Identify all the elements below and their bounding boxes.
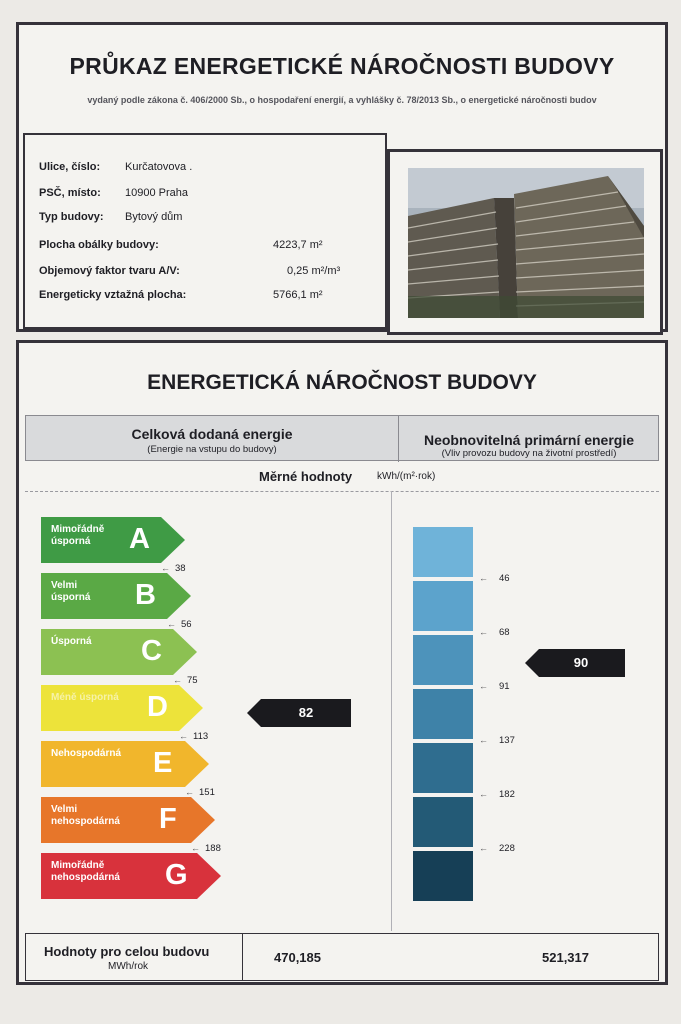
energy-class-label: Velmi nehospodárná xyxy=(51,804,120,827)
threshold-arrow-icon: ← xyxy=(185,787,194,797)
street-value: Kurčatovova . xyxy=(125,161,193,173)
scale-threshold: 228 xyxy=(499,843,515,854)
class-threshold: 75 xyxy=(187,675,198,686)
primary-scale-segment xyxy=(413,743,473,793)
energy-class-letter: D xyxy=(147,691,168,723)
primary-energy-title: Neobnovitelná primární energie xyxy=(423,432,635,448)
columns-header xyxy=(25,415,659,461)
shape-factor-value: 0,25 m²/m³ xyxy=(287,265,341,277)
building-info xyxy=(23,133,387,329)
scale-threshold: 68 xyxy=(499,627,510,638)
threshold-arrow-icon: ← xyxy=(179,731,188,741)
scale-arrow-icon: ← xyxy=(479,681,488,691)
building-type-value: Bytový dům xyxy=(125,211,183,223)
class-threshold: 151 xyxy=(199,787,215,798)
column-divider xyxy=(391,491,392,931)
certificate-title: PRŮKAZ ENERGETICKÉ NÁROČNOSTI BUDOVY xyxy=(69,53,615,79)
scale-arrow-icon: ← xyxy=(479,627,488,637)
scale-arrow-icon: ← xyxy=(479,789,488,799)
footer-divider xyxy=(242,934,243,980)
specific-values-label: Měrné hodnoty xyxy=(259,469,353,484)
certificate-header-card xyxy=(16,22,668,332)
energy-class-letter: G xyxy=(165,859,188,891)
energy-class-letter: E xyxy=(153,747,173,779)
delivered-energy-total: 470,185 xyxy=(274,950,321,965)
energy-section-title: ENERGETICKÁ NÁROČNOST BUDOVY xyxy=(147,371,537,394)
class-threshold: 188 xyxy=(205,843,221,854)
class-threshold: 38 xyxy=(175,563,186,574)
scale-threshold: 46 xyxy=(499,573,510,584)
primary-energy-value: 90 xyxy=(573,655,589,670)
threshold-arrow-icon: ← xyxy=(167,619,176,629)
energy-class-band xyxy=(41,853,221,899)
energy-class-band xyxy=(41,517,185,563)
energy-class-label: Mimořádně nehospodárná xyxy=(51,860,120,883)
primary-scale-segment xyxy=(413,851,473,901)
psc-label: PSČ, místo: xyxy=(39,187,101,199)
delivered-energy-value: 82 xyxy=(298,705,314,720)
energy-class-letter: B xyxy=(135,579,156,611)
scale-arrow-icon: ← xyxy=(479,735,488,745)
energy-label-card xyxy=(16,340,668,985)
energy-class-label: Méně úsporná xyxy=(51,692,119,703)
building-photo xyxy=(408,168,644,318)
specific-values-row xyxy=(25,461,659,492)
threshold-arrow-icon: ← xyxy=(161,563,170,573)
building-type-label: Typ budovy: xyxy=(39,211,104,223)
energy-class-letter: C xyxy=(141,635,162,667)
energy-class-label: Mimořádně úsporná xyxy=(51,524,105,547)
class-threshold: 56 xyxy=(181,619,192,630)
threshold-arrow-icon: ← xyxy=(191,843,200,853)
reference-area-value: 5766,1 m² xyxy=(273,289,323,301)
whole-building-values xyxy=(25,933,659,981)
energy-class-band xyxy=(41,629,197,675)
class-threshold: 113 xyxy=(193,731,209,742)
primary-scale-segment xyxy=(413,527,473,577)
primary-scale-segment xyxy=(413,581,473,631)
primary-scale-segment xyxy=(413,635,473,685)
shape-factor-label: Objemový faktor tvaru A/V: xyxy=(39,265,180,277)
whole-building-unit: MWh/rok xyxy=(108,961,148,972)
street-label: Ulice, číslo: xyxy=(39,161,101,173)
scale-threshold: 91 xyxy=(499,681,510,692)
energy-class-band xyxy=(41,573,191,619)
specific-values-unit: kWh/(m²·rok) xyxy=(377,471,436,482)
energy-class-label: Velmi úsporná xyxy=(51,580,91,603)
psc-value: 10900 Praha xyxy=(125,187,188,199)
primary-energy-total: 521,317 xyxy=(542,950,589,965)
energy-class-letter: A xyxy=(129,523,150,555)
building-photo-frame xyxy=(387,149,663,335)
energy-class-label: Nehospodárná xyxy=(51,748,122,759)
primary-energy-subtitle: (Vliv provozu budovy na životní prostředí) xyxy=(441,448,617,459)
delivered-energy-subtitle: (Energie na vstupu do budovy) xyxy=(147,444,277,455)
primary-scale-segment xyxy=(413,797,473,847)
scale-threshold: 137 xyxy=(499,735,515,746)
envelope-area-label: Plocha obálky budovy: xyxy=(39,239,159,251)
primary-scale-segment xyxy=(413,689,473,739)
scale-threshold: 182 xyxy=(499,789,515,800)
reference-area-label: Energeticky vztažná plocha: xyxy=(39,289,187,301)
energy-class-band xyxy=(41,741,209,787)
whole-building-label: Hodnoty pro celou budovu xyxy=(44,944,210,959)
energy-class-label: Úsporná xyxy=(51,636,92,647)
energy-class-letter: F xyxy=(159,803,177,835)
threshold-arrow-icon: ← xyxy=(173,675,182,685)
energy-class-band xyxy=(41,797,215,843)
energy-class-band xyxy=(41,685,203,731)
scale-arrow-icon: ← xyxy=(479,843,488,853)
envelope-area-value: 4223,7 m² xyxy=(273,239,323,251)
scale-arrow-icon: ← xyxy=(479,573,488,583)
certificate-subtitle: vydaný podle zákona č. 406/2000 Sb., o hospodaření energií, a vyhlášky č. 78/2013 Sb., o energetické náročnosti budov xyxy=(87,95,597,105)
delivered-energy-title: Celková dodaná energie xyxy=(131,426,293,442)
